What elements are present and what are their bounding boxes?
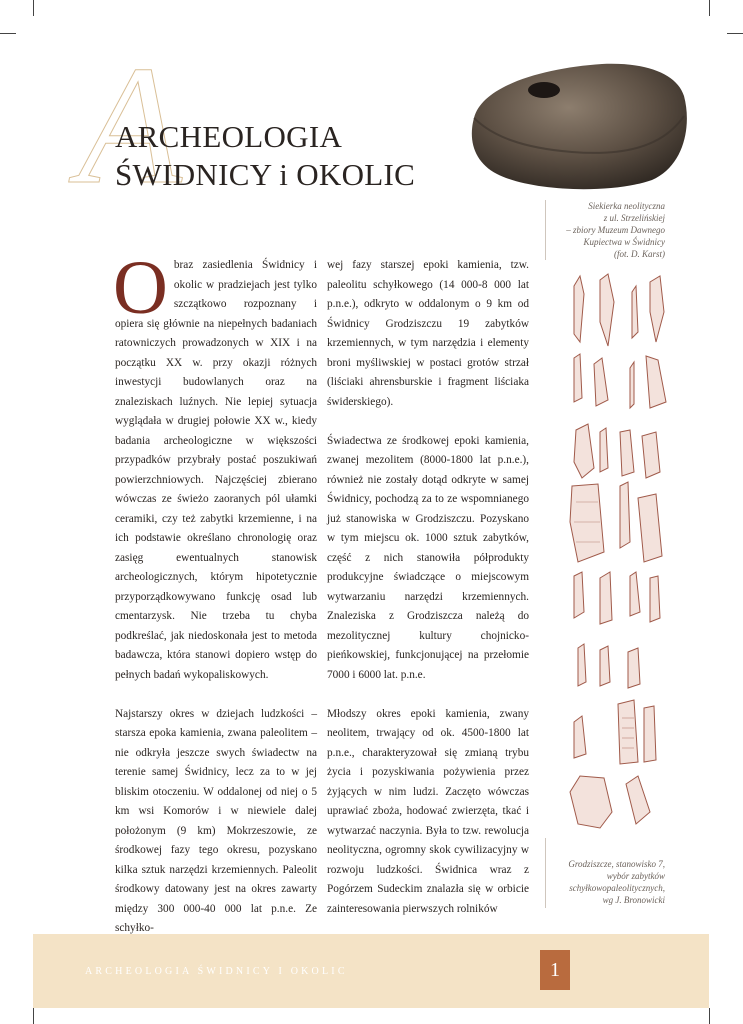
artifact-drawing xyxy=(626,776,650,824)
drop-cap: O xyxy=(113,246,168,330)
artifact-drawing xyxy=(628,648,640,688)
artifact-drawing xyxy=(650,576,660,622)
artifact-drawing xyxy=(632,286,638,338)
artifact-drawing xyxy=(642,432,660,478)
flint-artifacts-drawing xyxy=(560,272,670,832)
artifact-drawing xyxy=(600,274,614,346)
artifact-drawing xyxy=(574,424,594,478)
paragraph: O braz zasiedlenia Świdnicy i okolic w pradziejach jest tylko szczątkowo rozpoznany i opiera się głównie na niepełnych badaniach ratowniczych prowadzonych w XIX i na początku XX w. przy okazji różnych inwestycji budowlanych oraz na znaleziskach luźnych. Nie lepiej sytuacja wyglądała w drugiej połowie XX w., kiedy badania archeologiczne w większości przypadków przybrały postać poszukiwań powierzchniowych. Najczęściej zbierano wówczas ze świeżo zaoranych pól ułamki ceramiki, czy też zabytki krzemienne, i na ich podstawie określano chronologię oraz zasięg ewentualnych stanowisk archeologicznych, którym hipotetycznie przyporządkowywano funkcję osad lub cmentarzysk. Nie trzeba tu chyba podkreślać, jak niedoskonała jest to metoda badawcza, która stanowi dopiero wstęp do pełnych badań wykopaliskowych. xyxy=(113,246,317,681)
artifact-drawing xyxy=(574,354,582,402)
artifact-drawing xyxy=(618,700,638,764)
artifact-drawing xyxy=(570,776,612,828)
photo-caption: Siekierka neolityczna z ul. Strzelińskiej – zbiory Muzeum Dawnego Kupiectwa w Świdnicy (fot. D. Karst) xyxy=(566,201,665,259)
paragraph: Najstarszy okres w dziejach ludzkości – starsza epoka kamienia, zwana paleolitem – nie odkryła jeszcze swych świadectw na terenie samej Świdnicy, lecz za to w jej bliskim otoczeniu. W oddalonej od niej o 5 km wsi Komorów i w niewiele dalej położonym (9 km) Mokrzeszowie, ze środkowej fazy tego okresu, pozyskano kilka sztuk narzędzi krzemiennych. Paleolit środkowy datowany jest na okres zawarty między 300 000-40 000 lat p.n.e. Ze schyłko- xyxy=(115,707,317,934)
artifact-drawing xyxy=(600,428,608,472)
drawings-caption: Grodziszcze, stanowisko 7, wybór zabytków schyłkowopaleolitycznych, wg J. Bronowicki xyxy=(568,859,665,905)
artifact-drawing xyxy=(594,358,608,406)
article-column-right xyxy=(327,256,529,939)
artifact-drawing xyxy=(570,484,604,562)
artifact-drawing xyxy=(620,482,630,548)
artifact-drawing xyxy=(644,706,656,762)
paragraph: Świadectwa ze środkowej epoki kamienia, zwanej mezolitem (8000-1800 lat p.n.e.), również nie zostały dotąd odkryte w samej Świdnicy, pochodzą za to ze wspomnianego już stanowiska w Grodziszczu. Pozyskano w tym miejscu ok. 1000 sztuk zabytków, część z nich stanowiła półprodukty produkcyjne świadczące o miejscowym wytwarzaniu narzędzi krzemiennych. Znaleziska z Grodziszcza należą do mezolitycznej kultury chojnicko-pieńkowskiej, funkcjonującej na przełomie 7000 i 6000 lat. p.n.e. xyxy=(327,434,529,681)
crop-mark xyxy=(33,1008,34,1024)
crop-mark xyxy=(709,0,710,16)
stone-axe-photo xyxy=(462,56,692,196)
crop-mark xyxy=(709,1008,710,1024)
paragraph: Młodszy okres epoki kamienia, zwany neolitem, trwający od ok. 4500-1800 lat p.n.e., charakteryzował się zmianą trybu życia i pozyskiwania pożywienia przez żyjących w nim ludzi. Zaczęto wówczas uprawiać zboża, hodować zwierzęta, tkać i wytwarzać naczynia. Była to tzw. rewolucja neolityczna, ogromny skok cywilizacyjny w rozwoju ludzkości. Świdnica wraz z Pogórzem Sudeckim znalazła się w orbicie zainteresowania pierwszych rolników xyxy=(327,707,529,915)
title-line-2: ŚWIDNICY i OKOLIC xyxy=(115,157,416,192)
sidebar-divider xyxy=(545,200,546,260)
crop-mark xyxy=(33,0,34,16)
artifact-drawing xyxy=(578,644,586,686)
artifact-drawing xyxy=(574,716,586,758)
article-column-left xyxy=(113,246,317,958)
artifact-drawing xyxy=(630,572,640,616)
artifact-drawing xyxy=(574,276,584,342)
page-title xyxy=(115,118,415,194)
paragraph: wej fazy starszej epoki kamienia, tzw. paleolitu schyłkowego (14 000-8 000 lat p.n.e.), odkryto w oddalonym o 9 km od Świdnicy Grodziszczu 19 zabytków krzemiennych, w tym narzędzia i elementy broni myśliwskiej w postaci grotów strzał (liściaki ahrensburskie i fragment liściaka świderskiego). xyxy=(327,259,529,408)
page-number: 1 xyxy=(540,950,570,990)
artifact-drawing xyxy=(620,430,634,476)
artifact-drawing xyxy=(650,276,664,342)
artifact-drawing xyxy=(638,494,662,562)
artifact-drawing xyxy=(646,356,666,408)
running-title: ARCHEOLOGIA ŚWIDNICY I OKOLIC xyxy=(85,966,348,977)
artifact-drawing xyxy=(600,646,610,686)
artifact-drawing xyxy=(630,362,634,408)
crop-mark xyxy=(727,33,743,34)
decorative-initial: A xyxy=(78,31,182,219)
crop-mark xyxy=(0,33,16,34)
artifact-drawing xyxy=(574,572,584,618)
title-line-1: ARCHEOLOGIA xyxy=(115,119,343,154)
artifact-drawing xyxy=(600,572,612,624)
